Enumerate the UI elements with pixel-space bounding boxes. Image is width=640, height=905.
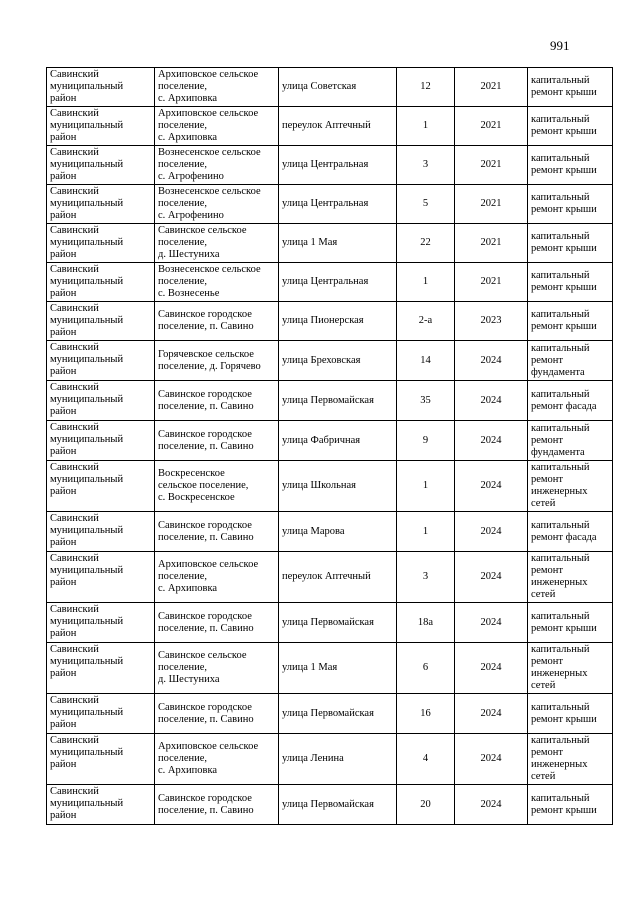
house-number-cell: 20 bbox=[397, 785, 455, 825]
work-type-cell-line: капитальный bbox=[531, 553, 590, 564]
house-number-cell: 2-а bbox=[397, 302, 455, 341]
work-type-cell-line: капитальный bbox=[531, 422, 590, 434]
work-type-cell bbox=[528, 512, 613, 552]
work-type-cell bbox=[528, 643, 613, 694]
year-cell: 2024 bbox=[455, 734, 528, 785]
work-type-cell-line: сетей bbox=[531, 589, 556, 600]
settlement-cell-line: с. Агрофенино bbox=[158, 171, 224, 182]
district-cell-line: Савинский bbox=[50, 303, 99, 314]
table-row bbox=[47, 263, 613, 302]
house-number-cell: 18а bbox=[397, 603, 455, 643]
work-type-cell-line: ремонт крыши bbox=[531, 243, 597, 254]
district-cell bbox=[47, 785, 155, 825]
house-number-cell: 4 bbox=[397, 734, 455, 785]
settlement-cell bbox=[155, 263, 279, 302]
street-cell: улица Первомайская bbox=[279, 785, 397, 825]
table-row bbox=[47, 381, 613, 421]
work-type-cell-line: капитальный bbox=[531, 153, 590, 164]
settlement-cell-line: Воскресенское bbox=[158, 468, 225, 479]
work-type-cell-line: ремонт bbox=[531, 434, 564, 446]
district-cell-line: район bbox=[50, 759, 77, 770]
district-cell bbox=[47, 512, 155, 552]
table-body bbox=[47, 68, 613, 825]
settlement-cell-line: Савинское городское bbox=[158, 388, 252, 400]
work-type-cell-line: капитальный bbox=[531, 309, 590, 320]
table-row bbox=[47, 146, 613, 185]
table-row bbox=[47, 461, 613, 512]
settlement-cell bbox=[155, 552, 279, 603]
work-type-cell-line: капитальный bbox=[531, 114, 590, 125]
district-cell-line: муниципальный bbox=[50, 198, 124, 209]
work-type-cell-line: ремонт bbox=[531, 354, 564, 366]
district-cell-line: район bbox=[50, 327, 77, 338]
settlement-cell-line: с. Агрофенино bbox=[158, 210, 224, 221]
settlement-cell bbox=[155, 785, 279, 825]
settlement-cell-line: Савинское сельское bbox=[158, 650, 247, 661]
work-type-cell-line: инженерных bbox=[531, 668, 588, 679]
house-number-cell: 35 bbox=[397, 381, 455, 421]
district-cell bbox=[47, 146, 155, 185]
work-type-cell-line: инженерных bbox=[531, 577, 588, 588]
year-cell: 2024 bbox=[455, 421, 528, 461]
work-type-cell bbox=[528, 552, 613, 603]
district-cell-line: муниципальный bbox=[50, 707, 124, 718]
settlement-cell bbox=[155, 302, 279, 341]
settlement-cell-line: с. Вознесенье bbox=[158, 288, 220, 299]
work-type-cell-line: капитальный bbox=[531, 462, 590, 473]
settlement-cell-line: с. Архиповка bbox=[158, 93, 218, 104]
work-type-cell-line: капитальный bbox=[531, 342, 590, 354]
settlement-cell bbox=[155, 185, 279, 224]
table-row bbox=[47, 68, 613, 107]
settlement-cell-line: д. Шестуниха bbox=[158, 249, 220, 260]
district-cell bbox=[47, 224, 155, 263]
district-cell-line: район bbox=[50, 249, 77, 260]
work-type-cell-line: капитальный bbox=[531, 792, 590, 804]
settlement-cell-line: Савинское городское bbox=[158, 701, 252, 713]
house-number-cell: 3 bbox=[397, 146, 455, 185]
district-cell-line: Савинский bbox=[50, 422, 99, 433]
settlement-cell-line: поселение, д. Горячево bbox=[158, 360, 261, 372]
street-cell: улица Марова bbox=[279, 512, 397, 552]
house-number-cell: 16 bbox=[397, 694, 455, 734]
district-cell-line: Савинский bbox=[50, 786, 99, 797]
work-type-cell-line: ремонт bbox=[531, 656, 564, 667]
district-cell-line: муниципальный bbox=[50, 315, 124, 326]
district-cell bbox=[47, 643, 155, 694]
house-number-cell: 1 bbox=[397, 263, 455, 302]
settlement-cell-line: поселение, bbox=[158, 753, 208, 764]
work-type-cell-line: ремонт фасада bbox=[531, 400, 597, 412]
district-cell bbox=[47, 603, 155, 643]
work-type-cell-line: ремонт крыши bbox=[531, 713, 597, 725]
district-cell-line: район bbox=[50, 446, 77, 457]
work-type-cell-line: капитальный bbox=[531, 519, 590, 531]
district-cell-line: район bbox=[50, 486, 77, 497]
house-number-cell: 5 bbox=[397, 185, 455, 224]
district-cell-line: район bbox=[50, 288, 77, 299]
year-cell: 2021 bbox=[455, 263, 528, 302]
work-type-cell-line: сетей bbox=[531, 498, 556, 509]
work-type-cell bbox=[528, 381, 613, 421]
settlement-cell bbox=[155, 603, 279, 643]
settlement-cell-line: поселение, п. Савино bbox=[158, 622, 254, 634]
district-cell-line: муниципальный bbox=[50, 798, 124, 809]
settlement-cell-line: с. Архиповка bbox=[158, 132, 218, 143]
work-type-cell-line: капитальный bbox=[531, 701, 590, 713]
district-cell-line: район bbox=[50, 719, 77, 730]
table-row bbox=[47, 694, 613, 734]
district-cell-line: район bbox=[50, 132, 77, 143]
table-row bbox=[47, 107, 613, 146]
work-type-cell-line: инженерных bbox=[531, 759, 588, 770]
house-number-cell: 1 bbox=[397, 512, 455, 552]
house-number-cell: 3 bbox=[397, 552, 455, 603]
district-cell bbox=[47, 302, 155, 341]
settlement-cell-line: Вознесенское сельское bbox=[158, 186, 261, 197]
street-cell: улица Центральная bbox=[279, 146, 397, 185]
year-cell: 2021 bbox=[455, 68, 528, 107]
settlement-cell bbox=[155, 381, 279, 421]
district-cell-line: муниципальный bbox=[50, 474, 124, 485]
settlement-cell bbox=[155, 643, 279, 694]
table-row bbox=[47, 224, 613, 263]
street-cell: улица 1 Мая bbox=[279, 643, 397, 694]
work-type-cell-line: ремонт фасада bbox=[531, 531, 597, 543]
street-cell: улица Ленина bbox=[279, 734, 397, 785]
settlement-cell-line: с. Воскресенское bbox=[158, 492, 235, 503]
work-type-cell-line: ремонт крыши bbox=[531, 165, 597, 176]
year-cell: 2021 bbox=[455, 107, 528, 146]
street-cell: улица Первомайская bbox=[279, 694, 397, 734]
settlement-cell-line: сельское поселение, bbox=[158, 480, 249, 491]
district-cell bbox=[47, 68, 155, 107]
district-cell-line: Савинский bbox=[50, 735, 99, 746]
year-cell: 2024 bbox=[455, 694, 528, 734]
district-cell bbox=[47, 107, 155, 146]
year-cell: 2021 bbox=[455, 185, 528, 224]
settlement-cell-line: поселение, п. Савино bbox=[158, 531, 254, 543]
street-cell: улица Фабричная bbox=[279, 421, 397, 461]
street-cell: переулок Аптечный bbox=[279, 552, 397, 603]
district-cell-line: муниципальный bbox=[50, 434, 124, 445]
settlement-cell-line: Савинское городское bbox=[158, 428, 252, 440]
district-cell-line: район bbox=[50, 406, 77, 417]
district-cell-line: Савинский bbox=[50, 264, 99, 275]
settlement-cell bbox=[155, 341, 279, 381]
district-cell-line: район bbox=[50, 577, 77, 588]
settlement-cell-line: поселение, bbox=[158, 662, 208, 673]
house-number-cell: 14 bbox=[397, 341, 455, 381]
settlement-cell-line: Савинское городское bbox=[158, 792, 252, 804]
district-cell-line: муниципальный bbox=[50, 656, 124, 667]
table-row bbox=[47, 734, 613, 785]
district-cell-line: Савинский bbox=[50, 69, 99, 80]
work-type-cell bbox=[528, 785, 613, 825]
table-row bbox=[47, 785, 613, 825]
work-type-cell-line: капитальный bbox=[531, 270, 590, 281]
street-cell: улица Первомайская bbox=[279, 381, 397, 421]
settlement-cell-line: Архиповское сельское bbox=[158, 69, 259, 80]
year-cell: 2024 bbox=[455, 552, 528, 603]
work-type-cell bbox=[528, 302, 613, 341]
work-type-cell bbox=[528, 694, 613, 734]
district-cell-line: Савинский bbox=[50, 108, 99, 119]
district-cell-line: район bbox=[50, 171, 77, 182]
work-type-cell bbox=[528, 185, 613, 224]
work-type-cell-line: капитальный bbox=[531, 610, 590, 622]
work-type-cell bbox=[528, 146, 613, 185]
settlement-cell bbox=[155, 461, 279, 512]
settlement-cell-line: Архиповское сельское bbox=[158, 741, 259, 752]
street-cell: улица Бреховская bbox=[279, 341, 397, 381]
table-row bbox=[47, 421, 613, 461]
work-type-cell-line: фундамента bbox=[531, 366, 585, 378]
district-cell-line: район bbox=[50, 628, 77, 639]
district-cell bbox=[47, 263, 155, 302]
street-cell: улица Советская bbox=[279, 68, 397, 107]
settlement-cell-line: с. Архиповка bbox=[158, 765, 218, 776]
work-type-cell-line: ремонт крыши bbox=[531, 282, 597, 293]
work-type-cell bbox=[528, 107, 613, 146]
table-row bbox=[47, 552, 613, 603]
district-cell-line: Савинский bbox=[50, 553, 99, 564]
district-cell-line: район bbox=[50, 537, 77, 548]
work-type-cell bbox=[528, 734, 613, 785]
work-type-cell bbox=[528, 224, 613, 263]
settlement-cell-line: поселение, п. Савино bbox=[158, 400, 254, 412]
year-cell: 2023 bbox=[455, 302, 528, 341]
district-cell-line: муниципальный bbox=[50, 747, 124, 758]
street-cell: улица Пионерская bbox=[279, 302, 397, 341]
work-type-cell-line: капитальный bbox=[531, 644, 590, 655]
district-cell-line: муниципальный bbox=[50, 525, 124, 536]
house-number-cell: 22 bbox=[397, 224, 455, 263]
year-cell: 2021 bbox=[455, 224, 528, 263]
settlement-cell bbox=[155, 512, 279, 552]
year-cell: 2024 bbox=[455, 785, 528, 825]
district-cell-line: Савинский bbox=[50, 462, 99, 473]
district-cell-line: район bbox=[50, 366, 77, 377]
district-cell-line: Савинский bbox=[50, 513, 99, 524]
settlement-cell-line: поселение, п. Савино bbox=[158, 440, 254, 452]
settlement-cell-line: поселение, bbox=[158, 81, 208, 92]
district-cell bbox=[47, 694, 155, 734]
district-cell-line: Савинский bbox=[50, 225, 99, 236]
district-cell bbox=[47, 421, 155, 461]
work-type-cell-line: ремонт крыши bbox=[531, 804, 597, 816]
work-type-cell-line: ремонт bbox=[531, 474, 564, 485]
work-type-cell-line: ремонт крыши bbox=[531, 622, 597, 634]
year-cell: 2021 bbox=[455, 146, 528, 185]
work-type-cell-line: капитальный bbox=[531, 388, 590, 400]
settlement-cell-line: д. Шестуниха bbox=[158, 674, 220, 685]
settlement-cell-line: Савинское сельское bbox=[158, 225, 247, 236]
district-cell-line: Савинский bbox=[50, 342, 99, 353]
street-cell: переулок Аптечный bbox=[279, 107, 397, 146]
settlement-cell-line: Савинское городское bbox=[158, 519, 252, 531]
district-cell-line: муниципальный bbox=[50, 159, 124, 170]
settlement-cell bbox=[155, 224, 279, 263]
house-number-cell: 1 bbox=[397, 107, 455, 146]
work-type-cell-line: ремонт bbox=[531, 565, 564, 576]
settlement-cell bbox=[155, 694, 279, 734]
work-type-cell-line: ремонт крыши bbox=[531, 126, 597, 137]
work-type-cell bbox=[528, 461, 613, 512]
street-cell: улица Центральная bbox=[279, 263, 397, 302]
district-cell-line: Савинский bbox=[50, 604, 99, 615]
settlement-cell-line: Горячевское сельское bbox=[158, 348, 254, 360]
district-cell-line: район bbox=[50, 810, 77, 821]
work-type-cell-line: капитальный bbox=[531, 735, 590, 746]
street-cell: улица 1 Мая bbox=[279, 224, 397, 263]
work-type-cell bbox=[528, 68, 613, 107]
table-row bbox=[47, 341, 613, 381]
house-number-cell: 1 bbox=[397, 461, 455, 512]
work-type-cell-line: фундамента bbox=[531, 446, 585, 458]
settlement-cell-line: Архиповское сельское bbox=[158, 559, 259, 570]
district-cell-line: муниципальный bbox=[50, 565, 124, 576]
year-cell: 2024 bbox=[455, 512, 528, 552]
house-number-cell: 9 bbox=[397, 421, 455, 461]
settlement-cell-line: Архиповское сельское bbox=[158, 108, 259, 119]
district-cell-line: муниципальный bbox=[50, 276, 124, 287]
district-cell-line: муниципальный bbox=[50, 120, 124, 131]
work-type-cell-line: капитальный bbox=[531, 192, 590, 203]
work-type-cell-line: ремонт крыши bbox=[531, 321, 597, 332]
table-row bbox=[47, 302, 613, 341]
district-cell-line: Савинский bbox=[50, 186, 99, 197]
district-cell-line: муниципальный bbox=[50, 81, 124, 92]
district-cell bbox=[47, 381, 155, 421]
work-type-cell-line: капитальный bbox=[531, 231, 590, 242]
settlement-cell bbox=[155, 68, 279, 107]
table-row bbox=[47, 185, 613, 224]
district-cell-line: Савинский bbox=[50, 644, 99, 655]
settlement-cell-line: поселение, bbox=[158, 571, 208, 582]
work-type-cell-line: ремонт крыши bbox=[531, 87, 597, 98]
year-cell: 2024 bbox=[455, 603, 528, 643]
district-cell bbox=[47, 734, 155, 785]
work-type-cell-line: капитальный bbox=[531, 75, 590, 86]
district-cell bbox=[47, 185, 155, 224]
district-cell-line: Савинский bbox=[50, 382, 99, 393]
settlement-cell-line: поселение, п. Савино bbox=[158, 804, 254, 816]
housing-repair-table bbox=[46, 67, 613, 825]
district-cell-line: муниципальный bbox=[50, 394, 124, 405]
work-type-cell-line: ремонт крыши bbox=[531, 204, 597, 215]
settlement-cell-line: Савинское городское bbox=[158, 309, 252, 320]
street-cell: улица Первомайская bbox=[279, 603, 397, 643]
table-row bbox=[47, 643, 613, 694]
settlement-cell-line: поселение, п. Савино bbox=[158, 321, 254, 332]
district-cell-line: Савинский bbox=[50, 147, 99, 158]
district-cell bbox=[47, 461, 155, 512]
work-type-cell bbox=[528, 603, 613, 643]
district-cell bbox=[47, 341, 155, 381]
district-cell bbox=[47, 552, 155, 603]
year-cell: 2024 bbox=[455, 341, 528, 381]
settlement-cell-line: поселение, bbox=[158, 159, 208, 170]
work-type-cell bbox=[528, 263, 613, 302]
district-cell-line: район bbox=[50, 210, 77, 221]
settlement-cell-line: поселение, п. Савино bbox=[158, 713, 254, 725]
settlement-cell bbox=[155, 146, 279, 185]
settlement-cell bbox=[155, 421, 279, 461]
district-cell-line: район bbox=[50, 93, 77, 104]
work-type-cell-line: инженерных bbox=[531, 486, 588, 497]
year-cell: 2024 bbox=[455, 643, 528, 694]
settlement-cell-line: поселение, bbox=[158, 276, 208, 287]
work-type-cell bbox=[528, 341, 613, 381]
street-cell: улица Центральная bbox=[279, 185, 397, 224]
house-number-cell: 6 bbox=[397, 643, 455, 694]
settlement-cell-line: Вознесенское сельское bbox=[158, 147, 261, 158]
settlement-cell-line: Вознесенское сельское bbox=[158, 264, 261, 275]
work-type-cell-line: сетей bbox=[531, 771, 556, 782]
settlement-cell-line: поселение, bbox=[158, 198, 208, 209]
district-cell-line: муниципальный bbox=[50, 616, 124, 627]
table-row bbox=[47, 512, 613, 552]
district-cell-line: муниципальный bbox=[50, 237, 124, 248]
house-number-cell: 12 bbox=[397, 68, 455, 107]
settlement-cell-line: поселение, bbox=[158, 120, 208, 131]
settlement-cell bbox=[155, 107, 279, 146]
year-cell: 2024 bbox=[455, 461, 528, 512]
table-row bbox=[47, 603, 613, 643]
settlement-cell-line: поселение, bbox=[158, 237, 208, 248]
work-type-cell-line: сетей bbox=[531, 680, 556, 691]
year-cell: 2024 bbox=[455, 381, 528, 421]
work-type-cell-line: ремонт bbox=[531, 747, 564, 758]
street-cell: улица Школьная bbox=[279, 461, 397, 512]
page-number: 991 bbox=[550, 38, 570, 53]
district-cell-line: Савинский bbox=[50, 695, 99, 706]
district-cell-line: муниципальный bbox=[50, 354, 124, 365]
settlement-cell-line: с. Архиповка bbox=[158, 583, 218, 594]
district-cell-line: район bbox=[50, 668, 77, 679]
settlement-cell bbox=[155, 734, 279, 785]
settlement-cell-line: Савинское городское bbox=[158, 610, 252, 622]
work-type-cell bbox=[528, 421, 613, 461]
